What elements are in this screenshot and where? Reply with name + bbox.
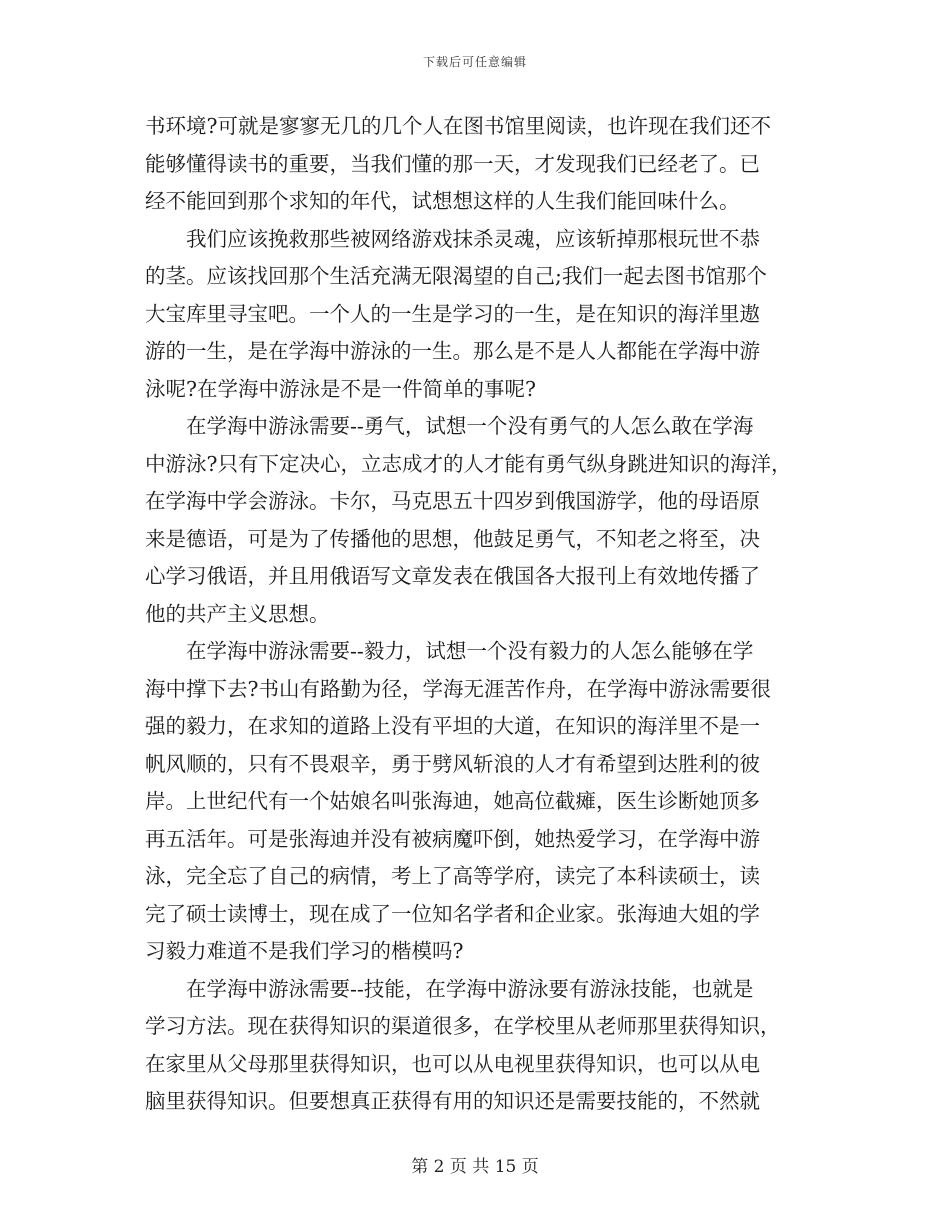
text-line: 经不能回到那个求知的年代，试想想这样的人生我们能回味什么。 [145,189,740,213]
text-line: 在学海中游泳需要--技能，在学海中游泳要有游泳技能，也就是 [145,976,754,1001]
text-line: 他的共产主义思想。 [145,601,330,626]
text-line: 能够懂得读书的重要，当我们懂的那一天，才发现我们已经老了。已 [145,151,760,176]
text-line: 心学习俄语，并且用俄语写文章发表在俄国各大报刊上有效地传播了 [145,564,760,588]
text-line: 泳呢?在学海中游泳是不是一件简单的事呢? [145,376,536,401]
text-line: 学习方法。现在获得知识的渠道很多，在学校里从老师那里获得知识， [145,1014,781,1038]
text-line: 我们应该挽救那些被网络游戏抹杀灵魂，应该斩掉那根玩世不恭 [145,226,760,251]
page-header-note: 下载后可任意编辑 [422,55,527,69]
text-line: 海中撑下去?书山有路勤为径，学海无涯苦作舟，在学海中游泳需要很 [145,676,771,701]
text-line: 脑里获得知识。但要想真正获得有用的知识还是需要技能的，不然就 [145,1089,760,1113]
text-line: 在学海中游泳需要--毅力，试想一个没有毅力的人怎么能够在学 [145,639,754,663]
text-line: 岸。上世纪代有一个姑娘名叫张海迪，她高位截瘫，医生诊断她顶多 [145,789,760,813]
text-line: 习毅力难道不是我们学习的楷模吗? [145,939,464,963]
text-line: 泳，完全忘了自己的病情，考上了高等学府，读完了本科读硕士，读 [145,864,760,888]
text-line: 中游泳?只有下定决心，立志成才的人才能有勇气纵身跳进知识的海洋， [145,451,792,476]
text-line: 大宝库里寻宝吧。一个人的一生是学习的一生，是在知识的海洋里遨 [145,301,760,326]
text-line: 强的毅力，在求知的道路上没有平坦的大道，在知识的海洋里不是一 [145,714,760,738]
text-line: 的茎。应该找回那个生活充满无限渴望的自己;我们一起去图书馆那个 [145,264,767,288]
text-line: 在学海中游泳需要--勇气，试想一个没有勇气的人怎么敢在学海 [145,414,754,438]
text-line: 帆风顺的，只有不畏艰辛，勇于劈风斩浪的人才有希望到达胜利的彼 [145,751,760,776]
page-number: 第 2 页 共 15 页 [411,1157,539,1177]
text-line: 在学海中学会游泳。卡尔，马克思五十四岁到俄国游学，他的母语原 [145,489,760,513]
text-line: 来是德语，可是为了传播他的思想，他鼓足勇气，不知老之将至，决 [145,526,760,551]
text-line: 再五活年。可是张海迪并没有被病魔吓倒，她热爱学习，在学海中游 [145,826,760,851]
text-line: 完了硕士读博士，现在成了一位知名学者和企业家。张海迪大姐的学 [145,901,760,926]
text-line: 在家里从父母那里获得知识，也可以从电视里获得知识，也可以从电 [145,1051,760,1076]
body-text [145,108,813,1121]
text-line: 书环境?可就是寥寥无几的几个人在图书馆里阅读，也许现在我们还不 [145,114,771,138]
text-line: 游的一生，是在学海中游泳的一生。那么是不是人人都能在学海中游 [145,339,760,363]
